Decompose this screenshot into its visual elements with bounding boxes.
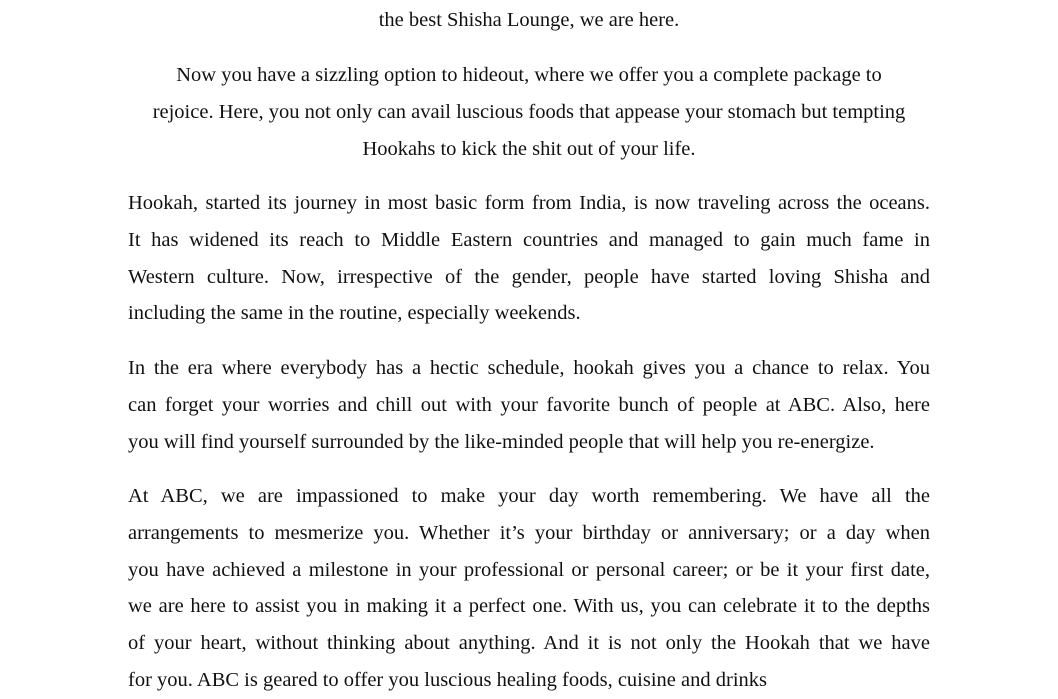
paragraph-celebrate [128, 478, 930, 699]
text-line: you have achieved a milestone in your professional or personal career; or be it your first date, [128, 558, 930, 581]
text-line: including the same in the routine, especially weekends. [128, 302, 581, 325]
paragraph-hookah-history [128, 185, 930, 332]
text-line: In the era where everybody has a hectic schedule, hookah gives you a chance to relax. You [128, 357, 930, 379]
text-line: the best Shisha Lounge, we are here. [378, 9, 680, 31]
text-line: can forget your worries and chill out with your favorite bunch of people at ABC. Also, here [128, 393, 930, 416]
text-line: for you. ABC is geared to offer you luscious healing foods, cuisine and drinks [128, 668, 768, 691]
text-line: Hookah, started its journey in most basic form from India, is now traveling across the oceans. [128, 192, 930, 214]
text-line: It has widened its reach to Middle Eastern countries and managed to gain much fame in [128, 228, 930, 251]
text-line: we are here to assist you in making it a perfect one. With us, you can celebrate it to the depths [128, 595, 930, 618]
text-line: you will find yourself surrounded by the like-minded people that will help you re-energize. [128, 430, 875, 453]
text-line: Western culture. Now, irrespective of the gender, people have started loving Shisha and [128, 265, 930, 288]
text-line: Hookahs to kick the shit out of your life. [362, 137, 696, 160]
text-line: Now you have a sizzling option to hideout, where we offer you a complete package to [176, 64, 882, 86]
text-line: of your heart, without thinking about anything. And it is not only the Hookah that we have [128, 632, 930, 655]
text-line: rejoice. Here, you not only can avail luscious foods that appease your stomach but tempting [152, 100, 906, 123]
paragraph-intro-tail [128, 2, 930, 39]
paragraph-relax [128, 350, 930, 460]
paragraph-sizzling-option [128, 57, 930, 167]
text-line: At ABC, we are impassioned to make your day worth remembering. We have all the [128, 485, 930, 507]
text-line: arrangements to mesmerize you. Whether it’s your birthday or anniversary; or a day when [128, 521, 930, 544]
